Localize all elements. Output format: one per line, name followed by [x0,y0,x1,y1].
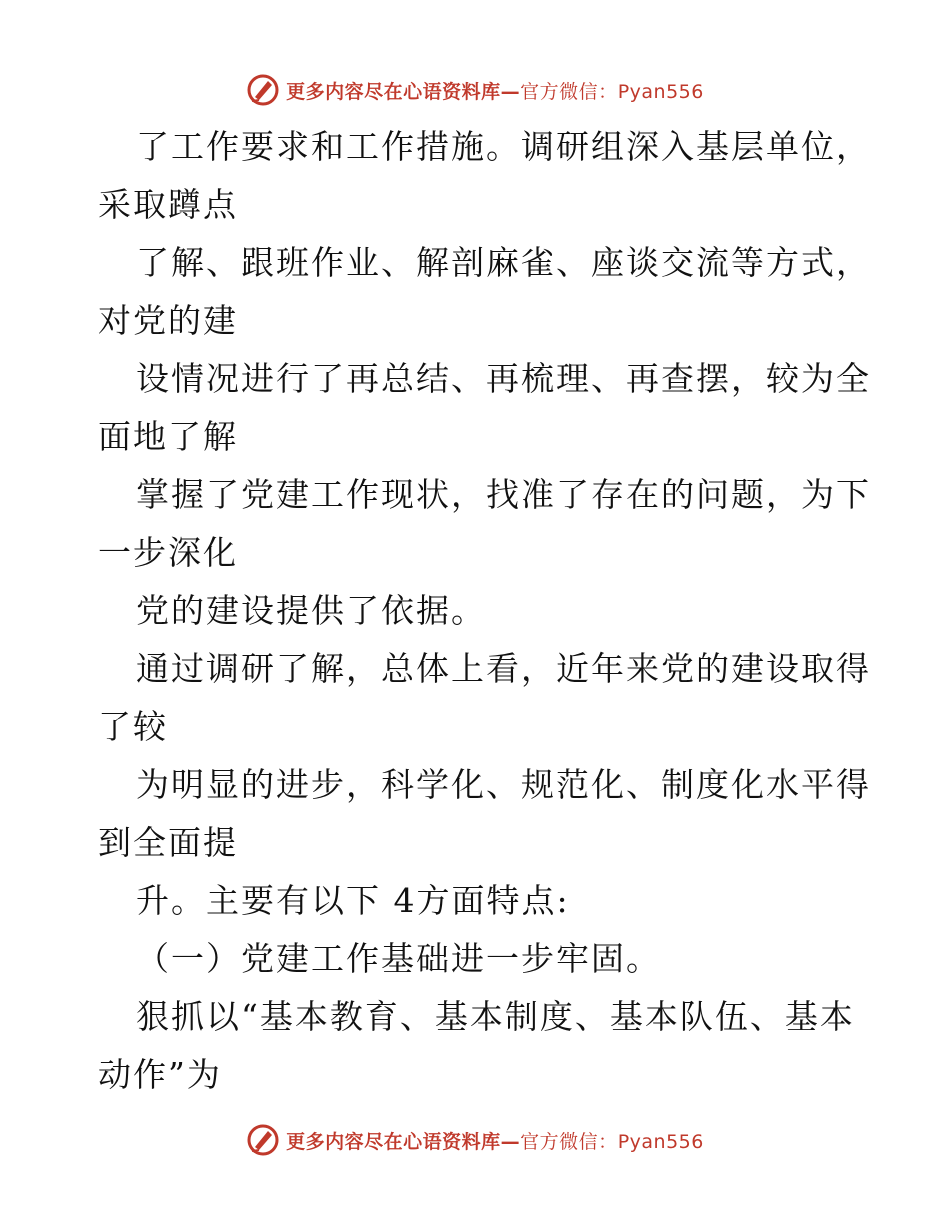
header-watermark [0,70,950,110]
watermark-text: 更多内容尽在心语资料库—官方微信：Pyan556 [286,1130,704,1153]
text-line: 设情况进行了再总结、再梳理、再查摆，较为全 [136,359,871,398]
text-line: 了解、跟班作业、解剖麻雀、座谈交流等方式， [136,243,871,282]
document-body [98,118,871,1104]
text-line: 掌握了党建工作现状，找准了存在的问题，为下 [136,475,871,514]
text-line: 一步深化 [98,533,238,572]
quill-logo-icon [246,73,280,107]
text-line: 狠抓以“基本教育、基本制度、基本队伍、基本 [136,997,855,1036]
text-line: 升。主要有以下 4方面特点: [136,881,570,920]
watermark-text: 更多内容尽在心语资料库—官方微信：Pyan556 [286,80,704,103]
text-line: 了较 [98,707,168,746]
text-line: 党的建设提供了依据。 [136,591,486,630]
text-line: 到全面提 [98,823,238,862]
quill-logo-icon [246,1123,280,1157]
text-line: 采取蹲点 [98,185,238,224]
text-line: 了工作要求和工作措施。调研组深入基层单位， [136,127,871,166]
section-heading: （一）党建工作基础进一步牢固。 [136,939,661,978]
footer-watermark [0,1120,950,1160]
text-line: 动作”为 [98,1055,222,1094]
text-line: 面地了解 [98,417,238,456]
text-line: 对党的建 [98,301,238,340]
text-line: 为明显的进步，科学化、规范化、制度化水平得 [136,765,871,804]
text-line: 通过调研了解，总体上看，近年来党的建设取得 [136,649,871,688]
